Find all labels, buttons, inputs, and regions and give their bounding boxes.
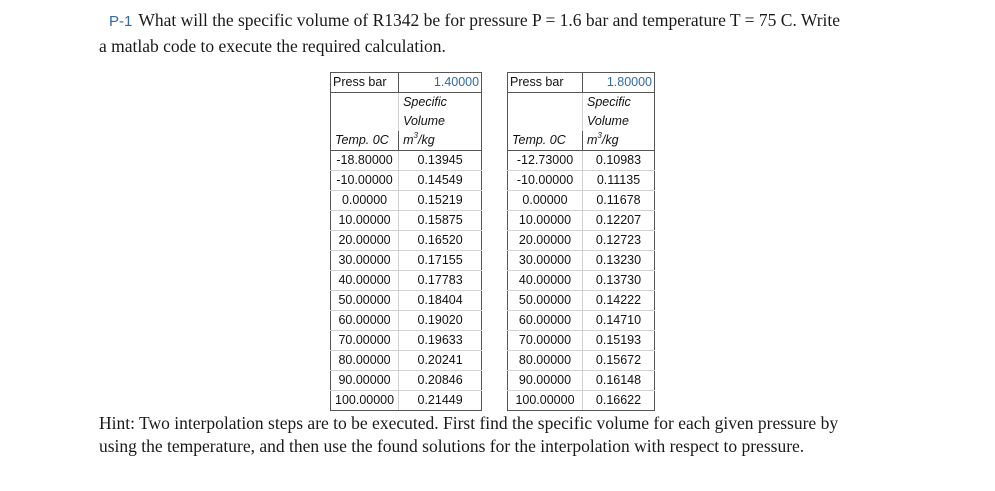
temperature-cell: 100.00000 bbox=[508, 391, 583, 411]
problem-line-2: a matlab code to execute the required calculation. bbox=[99, 36, 446, 56]
specific-volume-cell: 0.15875 bbox=[399, 211, 482, 231]
specific-label: Specific bbox=[399, 93, 482, 113]
press-label-cell: Press bar bbox=[331, 73, 399, 93]
unit-label bbox=[399, 131, 482, 151]
header-row bbox=[508, 73, 655, 93]
temperature-cell: 80.00000 bbox=[331, 351, 399, 371]
hint-line-2: using the temperature, and then use the found solutions for the interpolation with respect to pressure. bbox=[99, 436, 805, 456]
temperature-cell: 100.00000 bbox=[331, 391, 399, 411]
temperature-cell: 90.00000 bbox=[508, 371, 583, 391]
specific-volume-cell: 0.13230 bbox=[583, 251, 655, 271]
specific-volume-cell: 0.16622 bbox=[583, 391, 655, 411]
table-row bbox=[508, 231, 655, 251]
temperature-cell: 30.00000 bbox=[331, 251, 399, 271]
header-subrow bbox=[331, 131, 482, 151]
specific-volume-cell: 0.17783 bbox=[399, 271, 482, 291]
temperature-cell: 40.00000 bbox=[508, 271, 583, 291]
temp-label: Temp. 0C bbox=[331, 131, 399, 151]
pressure-table-1-8bar bbox=[507, 72, 655, 411]
specific-volume-cell: 0.15193 bbox=[583, 331, 655, 351]
specific-volume-cell: 0.14222 bbox=[583, 291, 655, 311]
unit-kg: /kg bbox=[417, 133, 435, 147]
temperature-cell: 60.00000 bbox=[508, 311, 583, 331]
temperature-cell: 30.00000 bbox=[508, 251, 583, 271]
pressure-value-cell: 1.40000 bbox=[399, 73, 482, 93]
table-row bbox=[331, 331, 482, 351]
specific-volume-cell: 0.15672 bbox=[583, 351, 655, 371]
table-row bbox=[508, 371, 655, 391]
specific-volume-cell: 0.11135 bbox=[583, 171, 655, 191]
problem-number: P-1 bbox=[109, 13, 133, 30]
table-row bbox=[508, 331, 655, 351]
unit-exponent: 3 bbox=[413, 131, 418, 140]
table-row bbox=[508, 151, 655, 171]
temperature-cell: 50.00000 bbox=[508, 291, 583, 311]
table-row bbox=[508, 391, 655, 411]
table-row bbox=[331, 291, 482, 311]
temperature-cell: 20.00000 bbox=[331, 231, 399, 251]
temperature-cell: -12.73000 bbox=[508, 151, 583, 171]
unit-m: m bbox=[587, 133, 598, 147]
unit-label bbox=[583, 131, 655, 151]
table-row bbox=[508, 311, 655, 331]
problem-line-1 bbox=[99, 8, 929, 34]
temperature-cell: 50.00000 bbox=[331, 291, 399, 311]
empty-cell bbox=[331, 93, 399, 113]
temperature-cell: 40.00000 bbox=[331, 271, 399, 291]
table-row bbox=[331, 371, 482, 391]
table-row bbox=[331, 271, 482, 291]
header-row bbox=[331, 73, 482, 93]
table-row bbox=[508, 291, 655, 311]
temperature-cell: 90.00000 bbox=[331, 371, 399, 391]
table-row bbox=[331, 251, 482, 271]
temp-label: Temp. 0C bbox=[508, 131, 583, 151]
header-subrow bbox=[508, 93, 655, 113]
temperature-cell: 70.00000 bbox=[331, 331, 399, 351]
specific-volume-cell: 0.14549 bbox=[399, 171, 482, 191]
volume-label: Volume bbox=[399, 112, 482, 131]
header-subrow bbox=[331, 93, 482, 113]
table-row bbox=[508, 351, 655, 371]
table-body bbox=[331, 73, 482, 411]
temperature-cell: 60.00000 bbox=[331, 311, 399, 331]
specific-volume-cell: 0.18404 bbox=[399, 291, 482, 311]
pressure-value-cell: 1.80000 bbox=[583, 73, 655, 93]
table-row bbox=[331, 231, 482, 251]
empty-cell bbox=[508, 93, 583, 113]
specific-volume-cell: 0.14710 bbox=[583, 311, 655, 331]
specific-volume-cell: 0.20846 bbox=[399, 371, 482, 391]
temperature-cell: 80.00000 bbox=[508, 351, 583, 371]
header-subrow bbox=[508, 131, 655, 151]
problem-text-1: What will the specific volume of R1342 be for pressure P = 1.6 bar and temperature T = 75 C. Write bbox=[138, 10, 841, 30]
volume-label: Volume bbox=[583, 112, 655, 131]
specific-volume-cell: 0.16148 bbox=[583, 371, 655, 391]
unit-exponent: 3 bbox=[597, 131, 602, 140]
hint-line-1: Hint: Two interpolation steps are to be executed. First find the specific volume for each given pressure by bbox=[99, 413, 839, 433]
table-row bbox=[508, 271, 655, 291]
specific-volume-cell: 0.15219 bbox=[399, 191, 482, 211]
specific-volume-cell: 0.11678 bbox=[583, 191, 655, 211]
header-subrow bbox=[508, 112, 655, 131]
temperature-cell: 10.00000 bbox=[508, 211, 583, 231]
table-row bbox=[331, 191, 482, 211]
unit-m: m bbox=[403, 133, 414, 147]
table-body bbox=[508, 73, 655, 411]
temperature-cell: 70.00000 bbox=[508, 331, 583, 351]
table-row bbox=[508, 211, 655, 231]
specific-volume-cell: 0.20241 bbox=[399, 351, 482, 371]
specific-volume-cell: 0.19633 bbox=[399, 331, 482, 351]
empty-cell bbox=[331, 112, 399, 131]
table-row bbox=[331, 351, 482, 371]
specific-volume-cell: 0.12723 bbox=[583, 231, 655, 251]
specific-volume-cell: 0.12207 bbox=[583, 211, 655, 231]
temperature-cell: 10.00000 bbox=[331, 211, 399, 231]
temperature-cell: -18.80000 bbox=[331, 151, 399, 171]
table-row bbox=[331, 211, 482, 231]
hint-text bbox=[99, 412, 929, 458]
temperature-cell: -10.00000 bbox=[508, 171, 583, 191]
table-row bbox=[508, 171, 655, 191]
table-row bbox=[331, 171, 482, 191]
table-row bbox=[331, 391, 482, 411]
specific-volume-cell: 0.19020 bbox=[399, 311, 482, 331]
problem-statement bbox=[99, 8, 929, 58]
header-subrow bbox=[331, 112, 482, 131]
temperature-cell: 0.00000 bbox=[508, 191, 583, 211]
table-row bbox=[508, 251, 655, 271]
empty-cell bbox=[508, 112, 583, 131]
temperature-cell: 0.00000 bbox=[331, 191, 399, 211]
temperature-cell: -10.00000 bbox=[331, 171, 399, 191]
temperature-cell: 20.00000 bbox=[508, 231, 583, 251]
specific-volume-cell: 0.10983 bbox=[583, 151, 655, 171]
specific-volume-cell: 0.13730 bbox=[583, 271, 655, 291]
specific-volume-cell: 0.13945 bbox=[399, 151, 482, 171]
specific-volume-cell: 0.21449 bbox=[399, 391, 482, 411]
specific-volume-cell: 0.17155 bbox=[399, 251, 482, 271]
unit-kg: /kg bbox=[601, 133, 619, 147]
press-label-cell: Press bar bbox=[508, 73, 583, 93]
table-row bbox=[331, 311, 482, 331]
table-row bbox=[331, 151, 482, 171]
specific-volume-cell: 0.16520 bbox=[399, 231, 482, 251]
specific-label: Specific bbox=[583, 93, 655, 113]
table-row bbox=[508, 191, 655, 211]
pressure-table-1-4bar bbox=[330, 72, 482, 411]
